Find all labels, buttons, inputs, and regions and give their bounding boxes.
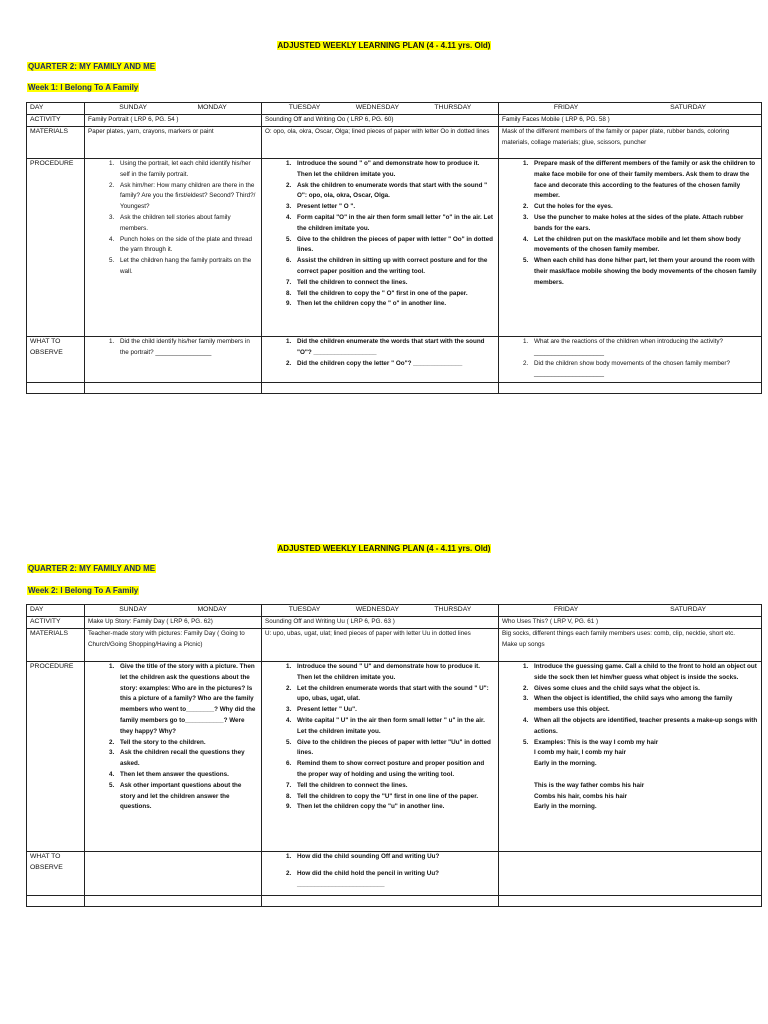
procedure-step: 8. Tell the children to copy the "U" first in one line of the paper.	[293, 792, 495, 803]
day-thursday: THURSDAY	[434, 104, 472, 111]
day-sunday: SUNDAY	[119, 606, 148, 613]
procedure-step: 2. Ask him/her: How many children are there in the family? Are you the first/eldest? Second? Third?/ Youngest?	[116, 181, 258, 213]
procedure-step: 4. Let the children put on the mask/face mobile and let them show body movements of the chosen family member.	[530, 235, 758, 257]
procedure-step: 3. Ask the children tell stories about family members.	[116, 213, 258, 235]
procedure-step: 5. When each child has done hi/her part, let them your around the room with their mask/face mobile showing the body movements of the chosen family members.	[530, 256, 758, 288]
procedure-step: 4. Form capital "O" in the air then form small letter "o" in the air. Let the children imitate you.	[293, 213, 495, 235]
activity-cell: Family Portrait ( LRP 6, PG. 54 )	[85, 115, 262, 127]
activity-cell: Who Uses This? ( LRP V, PG. 61 )	[499, 617, 762, 629]
activity-cell: Sounding Off and Writing Oo ( LRP 6, PG. 60)	[262, 115, 499, 127]
procedure-step: 2. Gives some clues and the child says what the object is.	[530, 684, 758, 695]
observe-label: WHAT TO OBSERVE	[27, 852, 85, 896]
procedure-label: PROCEDURE	[27, 662, 85, 852]
week-heading: Week 1: I Belong To A Family	[28, 83, 139, 92]
procedure-step: 6. Assist the children in sitting up with correct posture and for the correct paper position and the writing tool.	[293, 256, 495, 278]
empty-row	[27, 383, 762, 394]
materials-cell: Paper plates, yarn, crayons, markers or paint	[85, 127, 262, 159]
observe-list	[265, 852, 495, 890]
procedure-step: 7. Tell the children to connect the lines.	[293, 781, 495, 792]
day-friday: FRIDAY	[553, 606, 579, 613]
materials-cell: O: opo, ola, okra, Oscar, Olga; lined pieces of paper with letter Oo in dotted lines	[262, 127, 499, 159]
observe-item: 1. Did the children enumerate the words that start with the sound "O"? __________________	[293, 337, 495, 359]
materials-row	[27, 629, 762, 662]
observe-item: 1. Did the child identify his/her family members in the portrait? ________________	[116, 337, 258, 359]
procedure-row	[27, 159, 762, 337]
procedure-step: 2. Let the children enumerate words that start with the sound " U": upo, ubas, ugat, ulat.	[293, 684, 495, 706]
procedure-step: 3. When the object is identified, the child says who among the family members use this object.	[530, 694, 758, 716]
procedure-list	[502, 159, 758, 289]
observe-list	[265, 337, 495, 369]
procedure-step: 9. Then let the children copy the "u" in another line.	[293, 802, 495, 813]
procedure-step: 5. Ask other important questions about the story and let the children answer the questions.	[116, 781, 258, 813]
procedure-step: 1. Prepare mask of the different members of the family or ask the children to make face mobile for one of their family members. Ask them to draw the face and decorate this according to the features of the chosen family member.	[530, 159, 758, 202]
materials-cell: Mask of the different members of the family or paper plate, rubber bands, coloring materials, collage materials; glue, scissors, puncher	[499, 127, 762, 159]
day-monday: MONDAY	[197, 606, 227, 613]
procedure-step: 4. Then let them answer the questions.	[116, 770, 258, 781]
procedure-list	[265, 662, 495, 813]
plan-table	[26, 102, 762, 394]
activity-row	[27, 115, 762, 127]
plan-table	[26, 604, 762, 907]
observe-row	[27, 852, 762, 896]
day-tuesday: TUESDAY	[288, 104, 321, 111]
procedure-step: 8. Tell the children to copy the " O" first in one of the paper.	[293, 289, 495, 300]
procedure-step: 5. Give to the children the pieces of paper with letter " Oo" in dotted lines.	[293, 235, 495, 257]
procedure-step: 3. Present letter " O ".	[293, 202, 495, 213]
activity-row	[27, 617, 762, 629]
activity-cell: Family Faces Mobile ( LRP 6, PG. 58 )	[499, 115, 762, 127]
plan-title: ADJUSTED WEEKLY LEARNING PLAN (4 - 4.11 yrs. Old)	[277, 41, 491, 50]
procedure-step: 6. Remind them to show correct posture and proper position and the proper way of holding and using the writing tool.	[293, 759, 495, 781]
procedure-step: 1. Introduce the sound " U" and demonstrate how to produce it. Then let the children imitate you.	[293, 662, 495, 684]
materials-cell: U: upo, ubas, ugat, ulat; lined pieces of paper with letter Uu in dotted lines	[262, 629, 499, 662]
observe-row	[27, 337, 762, 383]
empty-row	[27, 896, 762, 907]
materials-row	[27, 127, 762, 159]
activity-label: ACTIVITY	[27, 617, 85, 629]
procedure-step: 4. Write capital " U" in the air then form small letter " u" in the air. Let the children imitate you.	[293, 716, 495, 738]
day-monday: MONDAY	[197, 104, 227, 111]
materials-cell: Teacher-made story with pictures: Family Day ( Going to Church/Going Shopping/Having a Picnic)	[85, 629, 262, 662]
observe-list	[88, 337, 258, 359]
observe-item: 2. Did the children show body movements of the chosen family member?____________________	[530, 359, 758, 381]
week-heading: Week 2: I Belong To A Family	[28, 586, 139, 595]
day-saturday: SATURDAY	[670, 104, 707, 111]
activity-cell: Make Up Story: Family Day ( LRP 6, PG. 62)	[85, 617, 262, 629]
day-label: DAY	[27, 103, 85, 115]
day-thursday: THURSDAY	[434, 606, 472, 613]
observe-item: 1. What are the reactions of the children when introducing the activity?____________________	[530, 337, 758, 359]
day-tuesday: TUESDAY	[288, 606, 321, 613]
quarter-heading: QUARTER 2: MY FAMILY AND ME	[28, 564, 156, 573]
observe-item: 2. How did the child hold the pencil in writing Uu? _________________________	[293, 869, 495, 891]
procedure-step: 3. Ask the children recall the questions they asked.	[116, 748, 258, 770]
activity-label: ACTIVITY	[27, 115, 85, 127]
procedure-step: 3. Use the puncher to make holes at the sides of the plate. Attach rubber bands for the ears.	[530, 213, 758, 235]
day-saturday: SATURDAY	[670, 606, 707, 613]
procedure-step: 5. Give to the children the pieces of paper with letter "Uu" in dotted lines.	[293, 738, 495, 760]
materials-label: MATERIALS	[27, 629, 85, 662]
day-row	[27, 103, 762, 115]
procedure-label: PROCEDURE	[27, 159, 85, 337]
procedure-step: 1. Introduce the sound " o" and demonstrate how to produce it. Then let the children imitate you.	[293, 159, 495, 181]
materials-label: MATERIALS	[27, 127, 85, 159]
procedure-step: 1. Introduce the guessing game. Call a child to the front to hold an object out side the sock then let him/her guess what object is inside the socks.	[530, 662, 758, 684]
observe-item: 1. How did the child sounding Off and writing Uu?	[293, 852, 495, 863]
procedure-step: 3. Present letter " Uu".	[293, 705, 495, 716]
procedure-row	[27, 662, 762, 852]
plan-title: ADJUSTED WEEKLY LEARNING PLAN (4 - 4.11 yrs. Old)	[277, 544, 491, 553]
day-sunday: SUNDAY	[119, 104, 148, 111]
procedure-list	[502, 662, 758, 813]
procedure-step: 1. Give the title of the story with a picture. Then let the children ask the questions about the story: examples: Who are in the pictures? Is this a picture of a family? Who are the family members who went to________? Why did the family members go to___________? Were they happy? Why?	[116, 662, 258, 738]
materials-cell: Big socks, different things each family members uses: comb, clip, necktie, short etc. Make up songs	[499, 629, 762, 662]
observe-item: 2. Did the children copy the letter " Oo"? ______________	[293, 359, 495, 370]
procedure-list	[88, 662, 258, 813]
observe-list	[502, 337, 758, 380]
procedure-list	[265, 159, 495, 310]
observe-label: WHAT TO OBSERVE	[27, 337, 85, 383]
day-row	[27, 605, 762, 617]
quarter-heading: QUARTER 2: MY FAMILY AND ME	[28, 62, 156, 71]
day-friday: FRIDAY	[553, 104, 579, 111]
procedure-step: 5. Examples: This is the way I comb my hair I comb my hair, I comb my hair Early in the morning. This is the way father combs his hair Combs his hair, combs his hair Early in the morning.	[530, 738, 758, 814]
procedure-step: 5. Let the children hang the family portraits on the wall.	[116, 256, 258, 278]
day-wednesday: WEDNESDAY	[355, 606, 399, 613]
procedure-step: 2. Cut the holes for the eyes.	[530, 202, 758, 213]
activity-cell: Sounding Off and Writing Uu ( LRP 6, PG. 63 )	[262, 617, 499, 629]
procedure-step: 4. When all the objects are identified, teacher presents a make-up songs with actions.	[530, 716, 758, 738]
day-wednesday: WEDNESDAY	[355, 104, 399, 111]
day-label: DAY	[27, 605, 85, 617]
procedure-list	[88, 159, 258, 278]
procedure-step: 9. Then let the children copy the " o" in another line.	[293, 299, 495, 310]
procedure-step: 7. Tell the children to connect the lines.	[293, 278, 495, 289]
procedure-step: 2. Tell the story to the children.	[116, 738, 258, 749]
procedure-step: 4. Punch holes on the side of the plate and thread the yarn through it.	[116, 235, 258, 257]
procedure-step: 1. Using the portrait, let each child identify his/her self in the family portrait.	[116, 159, 258, 181]
procedure-step: 2. Ask the children to enumerate words that start with the sound " O": opo, ola, okra, Oscar, Olga.	[293, 181, 495, 203]
